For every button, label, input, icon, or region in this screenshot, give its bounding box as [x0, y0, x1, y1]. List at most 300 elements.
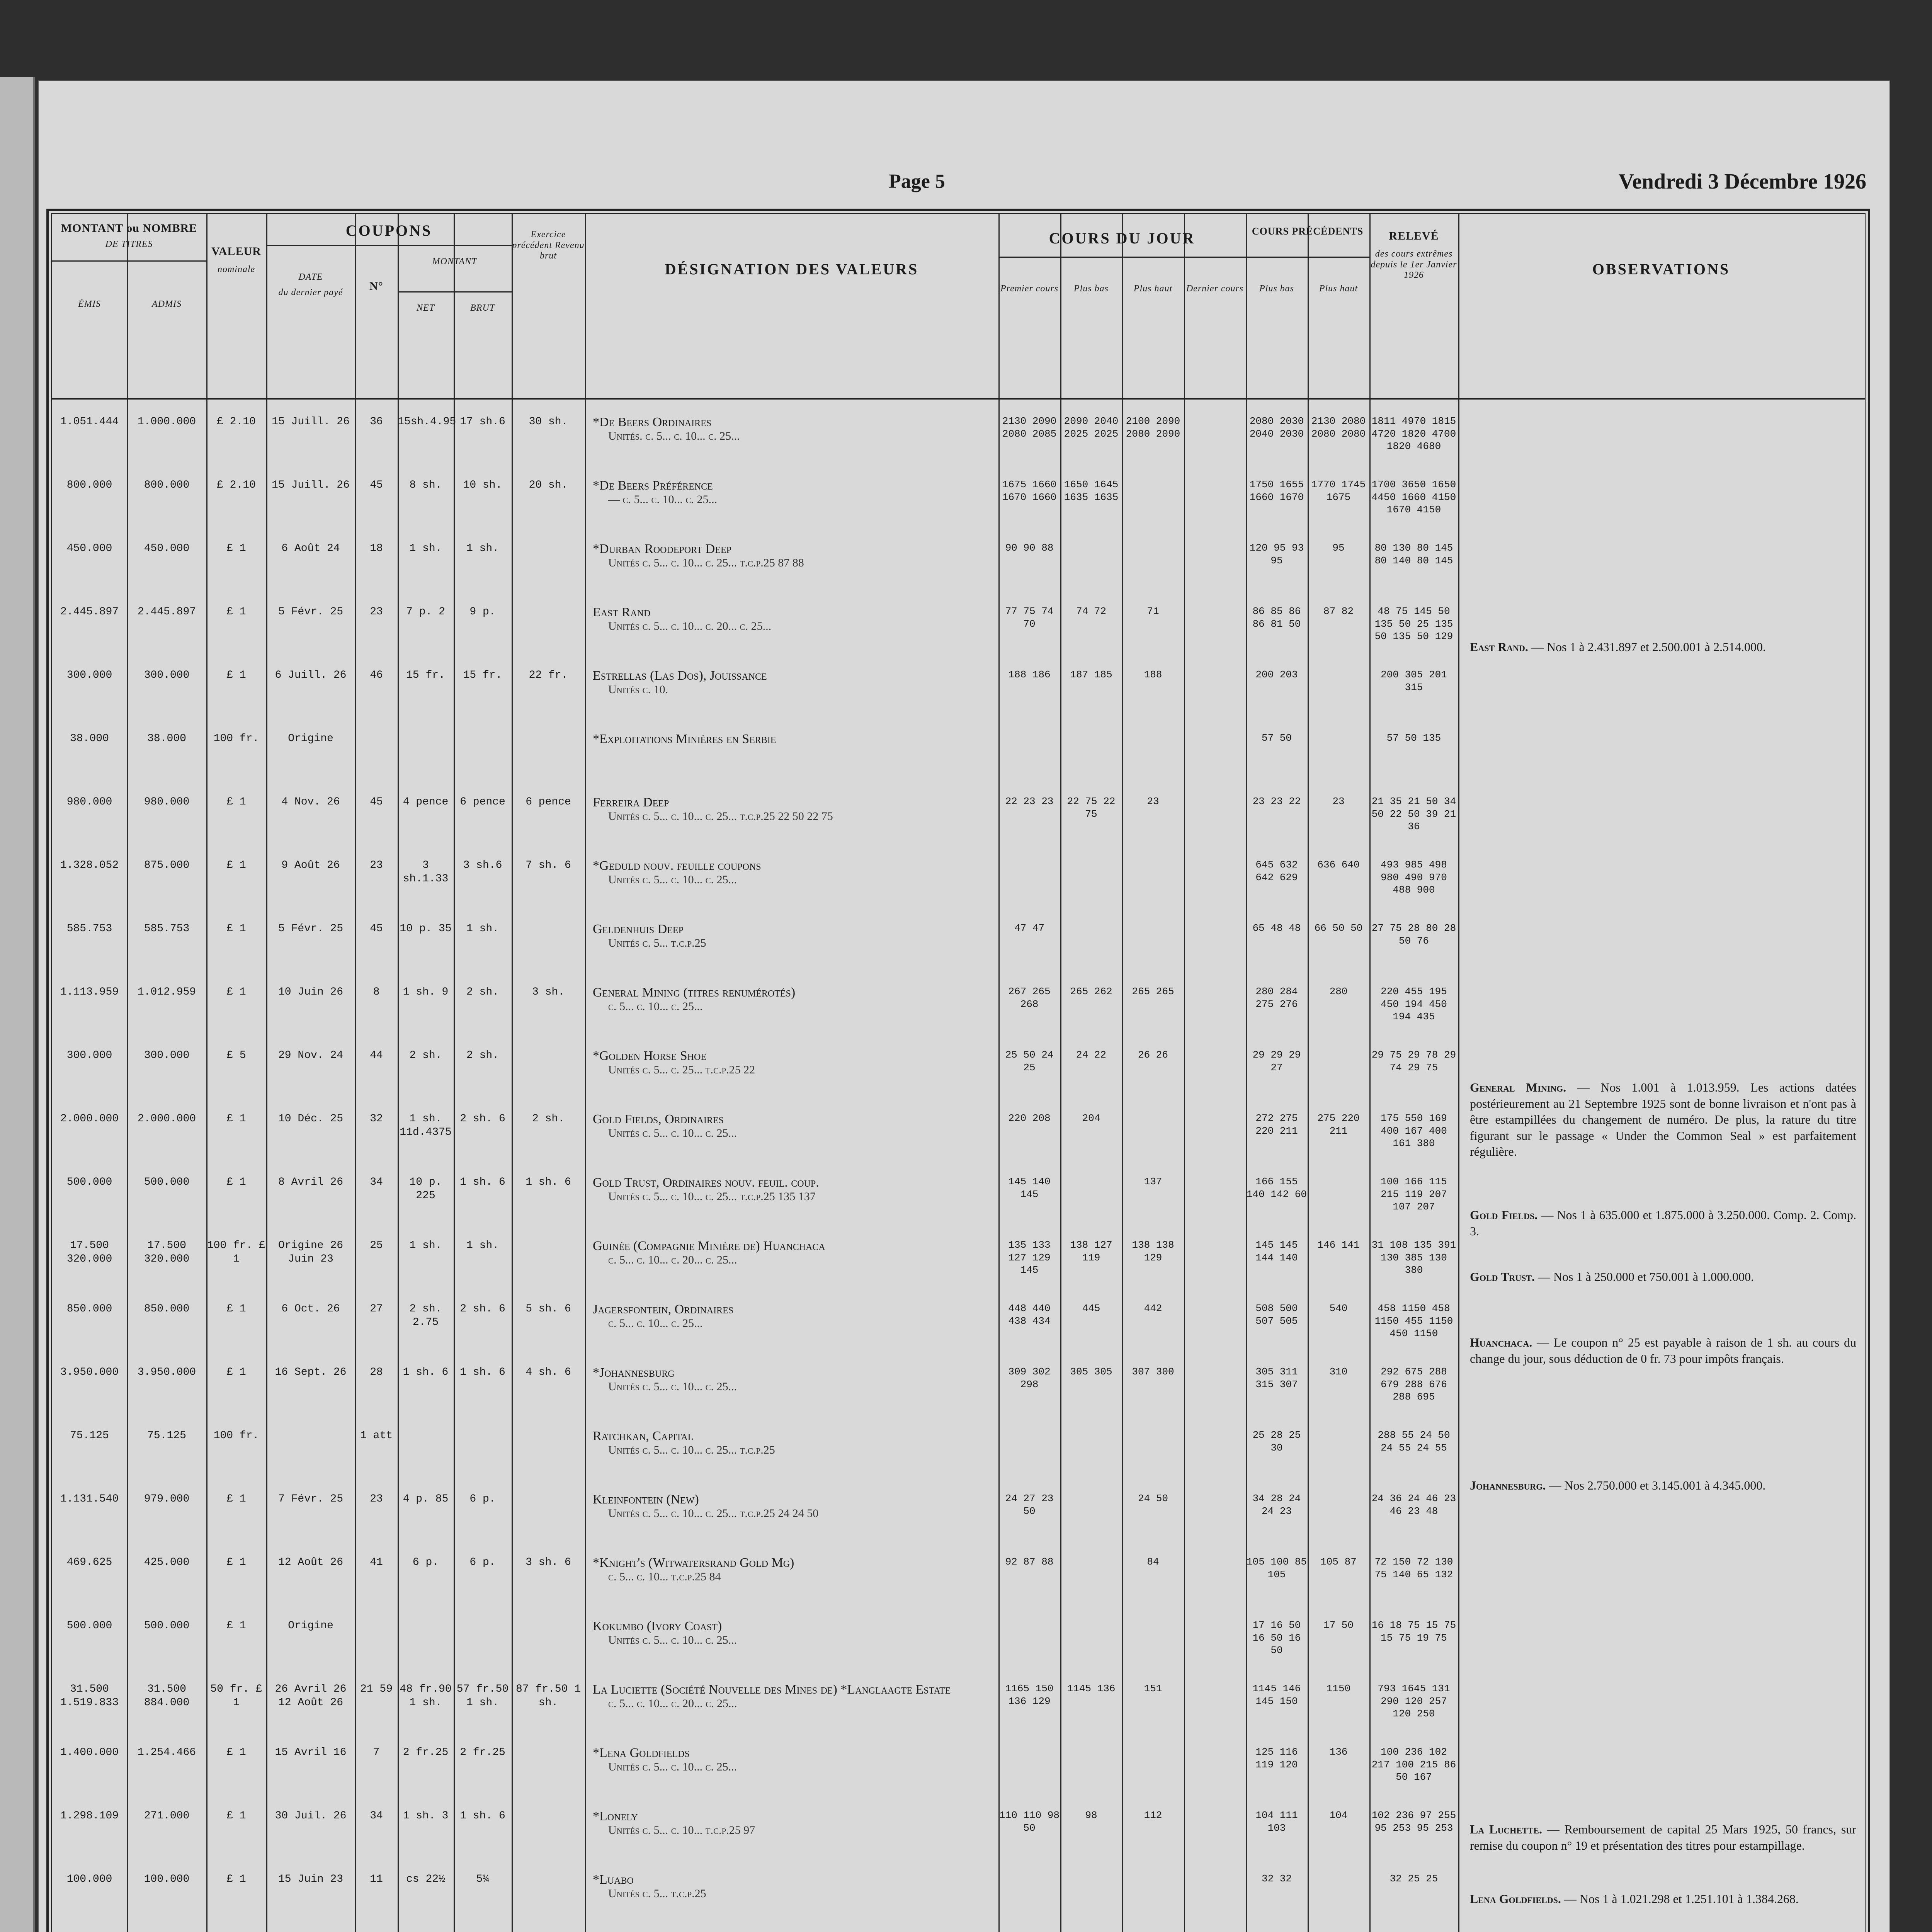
cell-emis: 1.400.000	[60, 1747, 119, 1759]
observation-note	[1470, 1891, 1856, 1907]
cell-haut: 112	[1144, 1810, 1162, 1821]
cell-admis: 500.000	[144, 1176, 190, 1188]
cell-rel: 458 1150 458 1150 455 1150 450 1150	[1374, 1303, 1453, 1339]
cell-pbas: 23 23 22	[1252, 796, 1301, 807]
cell-pbas: 645 632 642 629	[1255, 859, 1298, 883]
cell-pbas: 272 275 220 211	[1255, 1112, 1298, 1137]
observation-text: — Nos 1 à 2.431.897 et 2.500.001 à 2.514.000.	[1528, 640, 1766, 654]
cell-emis: 100.000	[66, 1873, 112, 1885]
cell-bas: 74 72	[1076, 605, 1106, 617]
cell-rel: 32 25 25	[1389, 1873, 1438, 1884]
cell-ex: 6 pence	[526, 796, 571, 808]
cell-ex: 20 sh.	[529, 479, 568, 491]
observation-note	[1470, 639, 1856, 655]
cell-premier: 220 208	[1008, 1112, 1051, 1124]
security-title: *Knight's (Witwatersrand Gold Mg)	[593, 1556, 794, 1570]
cell-ex: 87 fr.50 1 sh.	[515, 1683, 581, 1709]
cell-date: 4 Nov. 26	[281, 796, 340, 808]
observation-title: East Rand.	[1470, 640, 1528, 654]
security-title: Kokumbo (Ivory Coast)	[593, 1619, 722, 1633]
security-name	[593, 1112, 995, 1140]
cell-brut: 57 fr.50 1 sh.	[456, 1683, 509, 1709]
cell-no: 44	[370, 1049, 383, 1061]
cell-pbas: 2080 2030 2040 2030	[1249, 415, 1304, 440]
table-row	[52, 1492, 1865, 1556]
cell-date: 5 Févr. 25	[278, 923, 344, 935]
cell-admis: 31.500 884.000	[144, 1683, 190, 1709]
cell-pbas: 305 311 315 307	[1255, 1366, 1298, 1390]
cell-admis: 100.000	[144, 1873, 190, 1885]
col-exercice: Exercice précédent Revenu brut	[512, 230, 585, 261]
security-name	[593, 1366, 995, 1393]
cell-rel: 72 150 72 130 75 140 65 132	[1374, 1556, 1453, 1580]
col-admis: ADMIS	[152, 299, 182, 309]
cell-premier: 92 87 88	[1005, 1556, 1054, 1568]
cell-rel: 292 675 288 679 288 676 288 695	[1381, 1366, 1447, 1403]
cell-haut: 442	[1144, 1303, 1162, 1314]
cell-emis: 1.131.540	[60, 1493, 119, 1505]
cell-valeur: £ 1	[226, 923, 246, 935]
cell-phaut: 310	[1329, 1366, 1348, 1378]
cell-premier: 77 75 74 70	[1005, 605, 1054, 630]
cell-brut: 17 sh.6	[460, 416, 505, 428]
page-number: Page 5	[889, 170, 945, 192]
cell-pbas: 86 85 86 86 81 50	[1252, 605, 1301, 630]
cell-no: 32	[370, 1113, 383, 1125]
security-name	[593, 1049, 995, 1077]
cell-premier: 145 140 145	[1008, 1176, 1051, 1200]
security-units: Unités c. 5... c. 10... c. 25... t.c.p.25 22 50 22 75	[608, 810, 833, 823]
cell-no: 8	[373, 986, 380, 998]
cell-date: 30 Juil. 26	[275, 1810, 347, 1822]
cell-rel: 57 50 135	[1386, 732, 1441, 744]
cell-emis: 1.328.052	[60, 859, 119, 871]
security-units: c. 5... c. 10... t.c.p.25 84	[608, 1570, 721, 1583]
cell-bas: 98	[1085, 1810, 1097, 1821]
cell-premier: 22 23 23	[1005, 796, 1054, 807]
cell-phaut: 87 82	[1323, 605, 1354, 617]
cell-rel: 793 1645 131 290 120 257 120 250	[1378, 1683, 1450, 1719]
cell-rel: 24 36 24 46 23 46 23 48	[1371, 1493, 1456, 1517]
security-title: *De Beers Ordinaires	[593, 415, 712, 429]
cell-brut: 2 sh. 6	[460, 1303, 505, 1315]
cell-valeur: £ 1	[226, 1303, 246, 1315]
cell-emis: 500.000	[66, 1176, 112, 1188]
cell-bas: 305 305	[1070, 1366, 1112, 1378]
cell-date: 10 Juin 26	[278, 986, 344, 998]
cell-no: 28	[370, 1366, 383, 1378]
cell-rel: 29 75 29 78 29 74 29 75	[1371, 1049, 1456, 1073]
cell-premier: 1675 1660 1670 1660	[1002, 479, 1057, 503]
observation-note	[1470, 1335, 1856, 1367]
cell-haut: 188	[1144, 669, 1162, 680]
cell-admis: 585.753	[144, 923, 190, 935]
cell-premier: 90 90 88	[1005, 542, 1054, 554]
cell-emis: 38.000	[70, 733, 109, 745]
cell-ex: 4 sh. 6	[526, 1366, 571, 1378]
security-title: Kleinfontein (New)	[593, 1492, 699, 1507]
cell-valeur: £ 1	[226, 796, 246, 808]
cell-rel: 493 985 498 980 490 970 488 900	[1381, 859, 1447, 896]
cell-emis: 3.950.000	[60, 1366, 119, 1378]
cell-brut: 2 sh.	[466, 986, 499, 998]
cell-admis: 300.000	[144, 669, 190, 681]
cell-bas: 22 75 22 75	[1067, 796, 1116, 820]
cell-premier: 47 47	[1014, 922, 1044, 934]
table-row	[52, 1366, 1865, 1429]
cell-brut: 2 sh. 6	[460, 1113, 505, 1125]
cell-net: 7 p. 2	[406, 606, 445, 618]
cell-haut: 265 265	[1132, 986, 1174, 997]
cell-no: 7	[373, 1747, 380, 1759]
cell-date: 15 Juin 23	[278, 1873, 344, 1885]
cell-rel: 200 305 201 315	[1381, 669, 1447, 693]
observation-text: — Nos 1 à 250.000 et 750.001 à 1.000.000.	[1535, 1270, 1754, 1284]
cell-phaut: 2130 2080 2080 2080	[1311, 415, 1366, 440]
col-observations: OBSERVATIONS	[1592, 260, 1730, 278]
security-title: La Luciette (Société Nouvelle des Mines de) *Langlaagte Estate	[593, 1682, 951, 1697]
cell-brut: 10 sh.	[463, 479, 502, 491]
security-name	[593, 1809, 995, 1837]
cell-brut: 6 p.	[469, 1493, 496, 1505]
table-row	[52, 1746, 1865, 1809]
cell-pbas: 166 155 140 142 60	[1246, 1176, 1307, 1200]
cell-emis: 75.125	[70, 1430, 109, 1442]
col-prec-bas: Plus bas	[1259, 284, 1294, 294]
security-units: Unités c. 5... c. 10... t.c.p.25 97	[608, 1824, 755, 1837]
security-units: c. 5... c. 10... c. 25...	[608, 1317, 703, 1330]
cell-haut: 24 50	[1138, 1493, 1168, 1504]
cell-emis: 450.000	[66, 543, 112, 554]
cell-no: 34	[370, 1810, 383, 1822]
cell-bas: 204	[1082, 1112, 1100, 1124]
cell-premier: 2130 2090 2080 2085	[1002, 415, 1057, 440]
cell-phaut: 1770 1745 1675	[1311, 479, 1366, 503]
cell-brut: 2 sh.	[466, 1049, 499, 1061]
observation-title: Gold Fields.	[1470, 1208, 1538, 1222]
security-units: Unités c. 5... t.c.p.25	[608, 1887, 706, 1900]
security-title: Estrellas (Las Dos), Jouissance	[593, 668, 767, 683]
adjacent-page-edge	[0, 77, 35, 1932]
cell-no: 25	[370, 1240, 383, 1252]
cell-phaut: 17 50	[1323, 1619, 1354, 1631]
cell-date: 6 Oct. 26	[281, 1303, 340, 1315]
cell-emis: 300.000	[66, 1049, 112, 1061]
cell-admis: 300.000	[144, 1049, 190, 1061]
security-title: *Durban Roodeport Deep	[593, 542, 732, 556]
cell-admis: 75.125	[147, 1430, 186, 1442]
observation-note	[1470, 1207, 1856, 1239]
cell-rel: 16 18 75 15 75 15 75 19 75	[1371, 1619, 1456, 1644]
cell-rel: 100 236 102 217 100 215 86 50 167	[1371, 1746, 1456, 1783]
security-units: Unités c. 10.	[608, 683, 668, 696]
observation-title: General Mining.	[1470, 1080, 1566, 1094]
cell-emis: 17.500 320.000	[66, 1240, 112, 1265]
cell-pbas: 25 28 25 30	[1252, 1429, 1301, 1454]
security-name	[593, 542, 995, 570]
security-name	[593, 1556, 995, 1583]
cell-brut: 5¾	[476, 1873, 489, 1885]
cell-rel: 31 108 135 391 130 385 130 380	[1371, 1239, 1456, 1276]
cell-brut: 1 sh.	[466, 543, 499, 554]
cell-admis: 500.000	[144, 1620, 190, 1632]
cell-brut: 15 fr.	[463, 669, 502, 681]
security-name	[593, 1872, 995, 1900]
cell-emis: 300.000	[66, 669, 112, 681]
cell-date: 6 Juill. 26	[275, 669, 347, 681]
cell-emis: 2.445.897	[60, 606, 119, 618]
observation-text: — Nos 2.750.000 et 3.145.001 à 4.345.000.	[1546, 1478, 1766, 1492]
cell-pbas: 1750 1655 1660 1670	[1249, 479, 1304, 503]
cell-ex: 7 sh. 6	[526, 859, 571, 871]
cell-date: Origine	[288, 733, 333, 745]
cell-pbas: 508 500 507 505	[1255, 1303, 1298, 1327]
col-montant-sub: DE TITRES	[105, 239, 153, 249]
cell-net: 6 p.	[412, 1556, 439, 1568]
cell-valeur: £ 1	[226, 669, 246, 681]
table-row	[52, 605, 1865, 668]
cell-admis: 450.000	[144, 543, 190, 554]
cell-brut: 9 p.	[469, 606, 496, 618]
cell-no: 23	[370, 606, 383, 618]
observation-title: Gold Trust.	[1470, 1270, 1535, 1284]
cell-pbas: 34 28 24 24 23	[1252, 1493, 1301, 1517]
cell-phaut: 104	[1329, 1810, 1348, 1821]
cell-brut: 3 sh.6	[463, 859, 502, 871]
observation-text: — Nos 1 à 635.000 et 1.875.000 à 3.250.000. Comp. 2. Comp. 3.	[1470, 1208, 1856, 1238]
observation-text: — Le coupon n° 25 est payable à raison de 1 sh. au cours du change du jour, sous déduction de 0 fr. 73 pour impôts français.	[1470, 1335, 1856, 1366]
col-cours-du-jour: COURS DU JOUR	[1049, 230, 1196, 247]
col-nominale: nominale	[217, 264, 255, 274]
cell-rel: 288 55 24 50 24 55 24 55	[1378, 1429, 1450, 1454]
cell-date: Origine 26 Juin 23	[278, 1240, 344, 1265]
security-units: — c. 5... c. 10... c. 25...	[608, 493, 718, 506]
security-units: c. 5... c. 10... c. 20... c. 25...	[608, 1253, 737, 1266]
security-units: Unités c. 5... t.c.p.25	[608, 937, 706, 949]
security-title: Geldenhuis Deep	[593, 922, 684, 936]
cell-emis: 2.000.000	[60, 1113, 119, 1125]
document-page	[39, 81, 1889, 1932]
observation-note	[1470, 1080, 1856, 1160]
cell-bas: 1650 1645 1635 1635	[1064, 479, 1119, 503]
security-name	[593, 478, 995, 506]
cell-brut: 6 p.	[469, 1556, 496, 1568]
security-title: Gold Trust, Ordinaires nouv. feuil. coup.	[593, 1175, 819, 1190]
cell-ex: 3 sh.	[532, 986, 565, 998]
cell-emis: 1.051.444	[60, 416, 119, 428]
cell-premier: 267 265 268	[1008, 986, 1051, 1010]
cell-net: 1 sh.	[409, 1240, 442, 1252]
page-date: Vendredi 3 Décembre 1926	[1618, 170, 1866, 194]
security-title: General Mining (titres renumérotés)	[593, 985, 796, 1000]
cell-admis: 3.950.000	[137, 1366, 196, 1378]
col-date: DATE	[298, 272, 323, 282]
security-title: East Rand	[593, 605, 651, 619]
cell-ex: 5 sh. 6	[526, 1303, 571, 1315]
cell-net: 2 sh. 2.75	[409, 1303, 442, 1328]
cell-pbas: 105 100 85 105	[1246, 1556, 1307, 1580]
security-name	[593, 795, 995, 823]
cell-rel: 1700 3650 1650 4450 1660 4150 1670 4150	[1371, 479, 1456, 515]
cell-phaut: 136	[1329, 1746, 1348, 1758]
table-row	[52, 732, 1865, 795]
cell-emis: 500.000	[66, 1620, 112, 1632]
table-row	[52, 1682, 1865, 1746]
col-montant: MONTANT ou NOMBRE	[61, 222, 197, 235]
observation-title: Johannesburg.	[1470, 1478, 1546, 1492]
cell-net: 4 p. 85	[403, 1493, 449, 1505]
security-title: *Luabo	[593, 1872, 634, 1887]
security-title: *Lena Goldfields	[593, 1746, 690, 1760]
cell-phaut: 66 50 50	[1314, 922, 1363, 934]
observation-text: — Nos 1 à 1.021.298 et 1.251.101 à 1.384.268.	[1561, 1892, 1799, 1906]
cell-no: 23	[370, 1493, 383, 1505]
cell-admis: 980.000	[144, 796, 190, 808]
cell-no: 41	[370, 1556, 383, 1568]
cell-ex: 30 sh.	[529, 416, 568, 428]
security-name	[593, 1429, 995, 1457]
security-title: *Lonely	[593, 1809, 638, 1823]
cell-brut: 6 pence	[460, 796, 505, 808]
cell-admis: 1.012.959	[137, 986, 196, 998]
cell-brut: 1 sh. 6	[460, 1366, 505, 1378]
cell-premier: 110 110 98 50	[999, 1810, 1060, 1834]
security-name	[593, 1619, 995, 1647]
cell-date: 7 Févr. 25	[278, 1493, 344, 1505]
col-plus-haut: Plus haut	[1133, 284, 1173, 294]
security-units: Unités c. 5... c. 10... c. 20... c. 25...	[608, 620, 772, 633]
cell-net: 1 sh. 11d.4375	[400, 1113, 452, 1138]
cell-phaut: 1150	[1326, 1683, 1351, 1694]
cell-valeur: £ 1	[226, 1366, 246, 1378]
cell-phaut: 540	[1329, 1303, 1348, 1314]
observation-note	[1470, 1478, 1856, 1494]
cell-valeur: £ 1	[226, 859, 246, 871]
cell-no: 23	[370, 859, 383, 871]
cell-brut: 1 sh. 6	[460, 1810, 505, 1822]
cell-valeur: £ 2.10	[217, 479, 256, 491]
observation-note	[1470, 1269, 1856, 1285]
security-units: c. 5... c. 10... c. 25...	[608, 1000, 703, 1013]
cell-haut: 138 138 129	[1132, 1239, 1174, 1264]
cell-admis: 2.000.000	[137, 1113, 196, 1125]
cell-date: 29 Nov. 24	[278, 1049, 344, 1061]
cell-valeur: £ 1	[226, 1176, 246, 1188]
cell-premier: 448 440 438 434	[1008, 1303, 1051, 1327]
col-prec-haut: Plus haut	[1319, 284, 1358, 294]
table-row	[52, 542, 1865, 605]
cell-no: 36	[370, 416, 383, 428]
col-net: NET	[416, 303, 435, 313]
cell-rel: 102 236 97 255 95 253 95 253	[1371, 1810, 1456, 1834]
cell-net: 4 pence	[403, 796, 449, 808]
cell-admis: 17.500 320.000	[144, 1240, 190, 1265]
cell-emis: 850.000	[66, 1303, 112, 1315]
security-name	[593, 1239, 995, 1267]
cell-premier: 309 302 298	[1008, 1366, 1051, 1390]
security-title: Ratchkan, Capital	[593, 1429, 694, 1443]
cell-net: 10 p. 35	[400, 923, 452, 935]
cell-valeur: £ 2.10	[217, 416, 256, 428]
cell-emis: 31.500 1.519.833	[60, 1683, 119, 1709]
cell-valeur: £ 1	[226, 543, 246, 554]
cell-brut: 1 sh.	[466, 1240, 499, 1252]
cell-pbas: 120 95 93 95	[1249, 542, 1304, 566]
cell-rel: 220 455 195 450 194 450 194 435	[1381, 986, 1447, 1022]
security-units: Unités c. 5... c. 10... c. 25...	[608, 1380, 737, 1393]
cell-phaut: 95	[1332, 542, 1345, 554]
security-name	[593, 1746, 995, 1774]
cell-phaut: 23	[1332, 796, 1345, 807]
cell-haut: 26 26	[1138, 1049, 1168, 1061]
cell-rel: 48 75 145 50 135 50 25 135 50 135 50 129	[1374, 605, 1453, 642]
cell-valeur: £ 1	[226, 1810, 246, 1822]
cell-bas: 445	[1082, 1303, 1100, 1314]
cell-date: 8 Avril 26	[278, 1176, 344, 1188]
security-units: Unités c. 5... c. 10... c. 25... t.c.p.25 135 137	[608, 1190, 816, 1203]
table-row	[52, 1619, 1865, 1682]
cell-haut: 137	[1144, 1176, 1162, 1187]
cell-ex: 3 sh. 6	[526, 1556, 571, 1568]
table-row	[52, 415, 1865, 478]
security-name	[593, 732, 995, 747]
security-units: Unités c. 5... c. 10... c. 25...	[608, 1127, 737, 1139]
cell-net: 15sh.4.95	[398, 416, 456, 428]
cell-bas: 138 127 119	[1070, 1239, 1112, 1264]
cell-rel: 1811 4970 1815 4720 1820 4700 1820 4680	[1371, 415, 1456, 452]
cell-valeur: £ 1	[226, 606, 246, 618]
table-row	[52, 985, 1865, 1049]
cell-admis: 38.000	[147, 733, 186, 745]
cell-emis: 1.113.959	[60, 986, 119, 998]
security-units: Unités c. 5... c. 10... c. 25...	[608, 873, 737, 886]
cell-pbas: 57 50	[1261, 732, 1292, 744]
cell-valeur: £ 1	[226, 1747, 246, 1759]
table-row	[52, 668, 1865, 732]
col-emis: ÉMIS	[78, 299, 101, 309]
cell-net: 2 sh.	[409, 1049, 442, 1061]
table-row	[52, 795, 1865, 859]
security-name	[593, 605, 995, 633]
table-row	[52, 1556, 1865, 1619]
cell-date: 10 Déc. 25	[278, 1113, 344, 1125]
cell-net: 1 sh. 3	[403, 1810, 449, 1822]
listing-table	[51, 213, 1866, 1932]
cell-no: 45	[370, 796, 383, 808]
cell-valeur: £ 1	[226, 1556, 246, 1568]
cell-ex: 22 fr.	[529, 669, 568, 681]
cell-bas: 265 262	[1070, 986, 1112, 997]
cell-bas: 187 185	[1070, 669, 1112, 680]
cell-haut: 71	[1147, 605, 1159, 617]
cell-valeur: £ 1	[226, 986, 246, 998]
cell-no: 18	[370, 543, 383, 554]
cell-phaut: 275 220 211	[1317, 1112, 1360, 1137]
security-name	[593, 922, 995, 950]
cell-rel: 80 130 80 145 80 140 80 145	[1374, 542, 1453, 566]
security-units: Unités c. 5... c. 25... t.c.p.25 22	[608, 1063, 755, 1076]
security-title: *Geduld nouv. feuille coupons	[593, 859, 761, 873]
cell-premier: 135 133 127 129 145	[1008, 1239, 1051, 1276]
cell-phaut: 636 640	[1317, 859, 1360, 871]
cell-bas: 1145 136	[1067, 1683, 1116, 1694]
table-header	[52, 214, 1865, 400]
cell-no: 27	[370, 1303, 383, 1315]
cell-valeur: £ 1	[226, 1873, 246, 1885]
observation-note	[1470, 1821, 1856, 1854]
security-name	[593, 1302, 995, 1330]
cell-net: 1 sh.	[409, 543, 442, 554]
